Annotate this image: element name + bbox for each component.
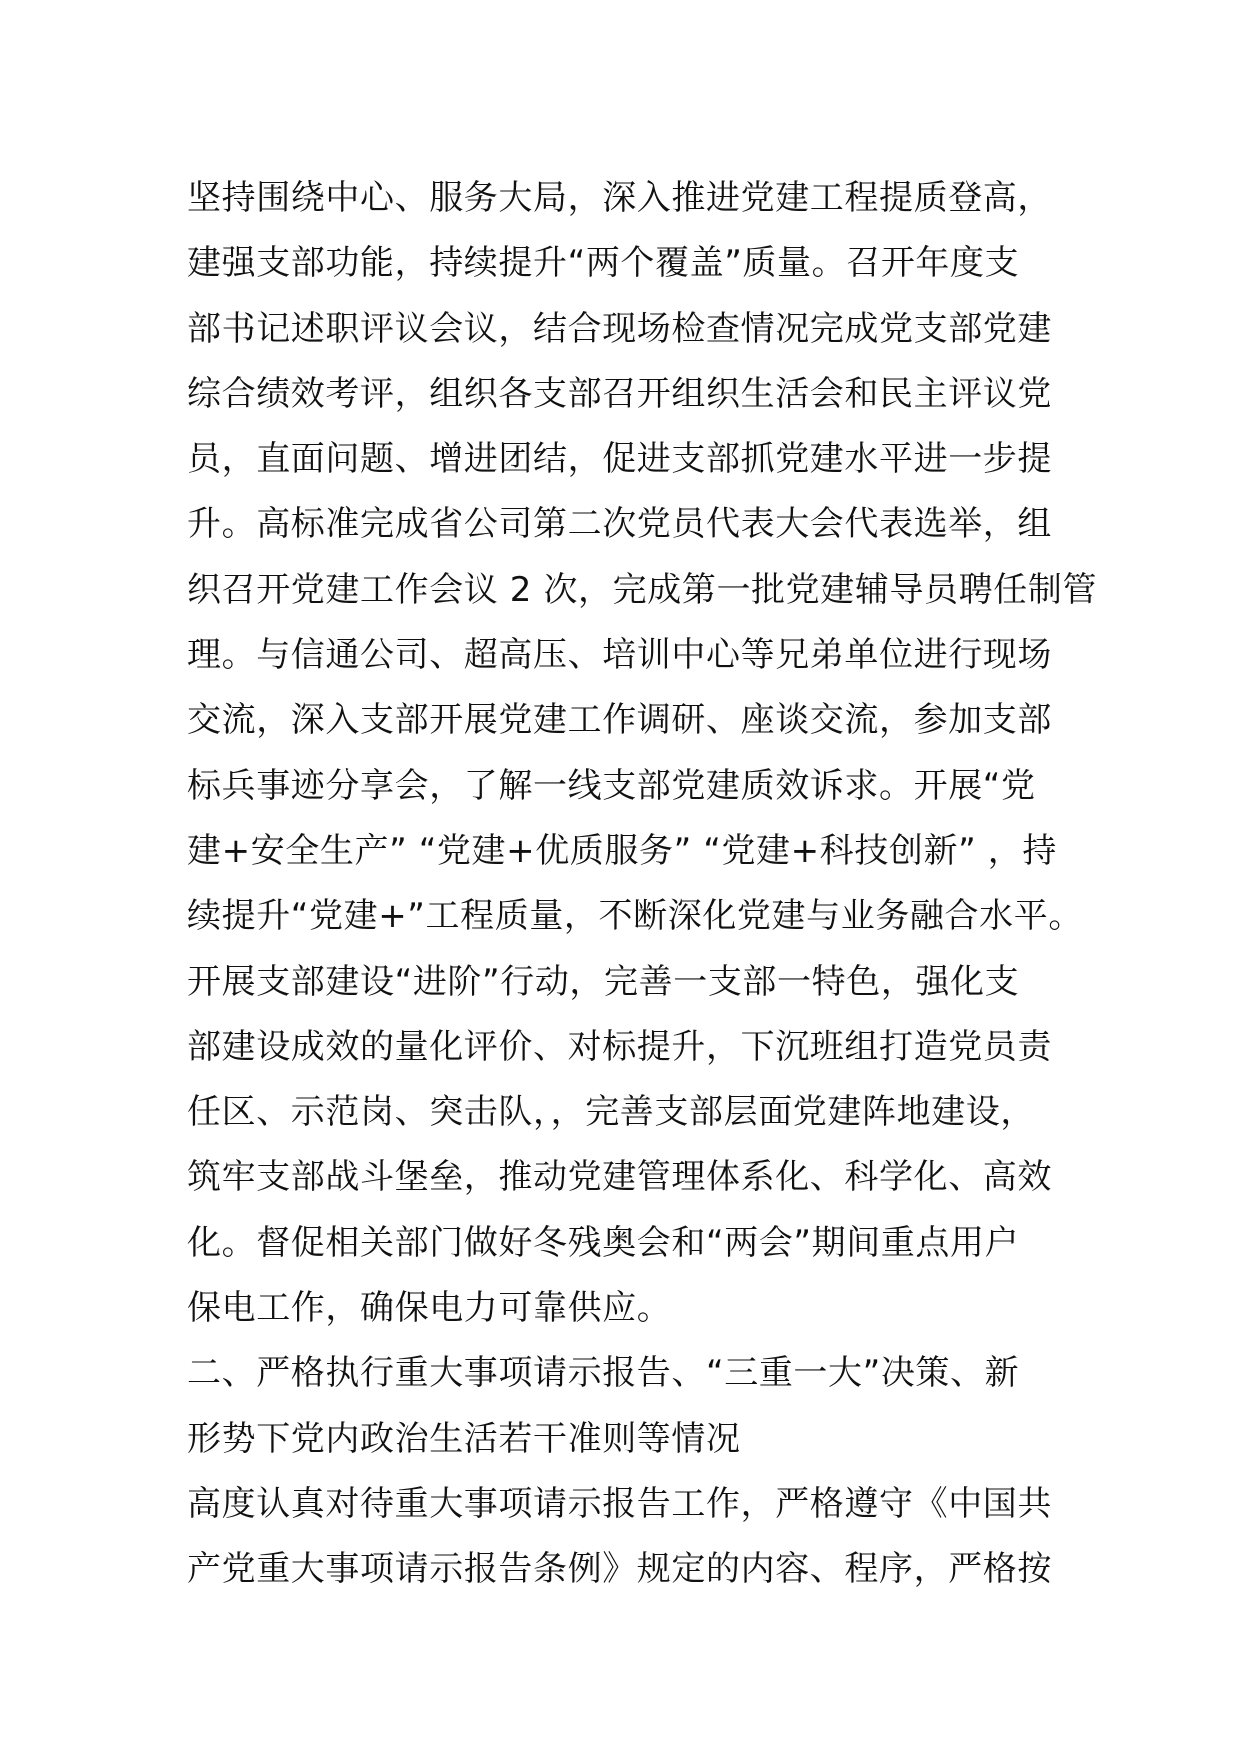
text-line: 升。高标准完成省公司第二次党员代表大会代表选举，组 [187, 504, 1052, 545]
text-line: 续提升“党建+”工程质量，不断深化党建与业务融合水平。 [187, 896, 1083, 937]
text-line: 部书记述职评议会议，结合现场检查情况完成党支部党建 [187, 308, 1052, 349]
text-line: 任区、示范岗、突击队，，完善支部层面党建阵地建设， [187, 1092, 1035, 1133]
section-heading-line: 形势下党内政治生活若干准则等情况 [187, 1418, 741, 1459]
text-line: 建强支部功能，持续提升“两个覆盖”质量。召开年度支 [187, 243, 1020, 284]
text-line: 产党重大事项请示报告条例》规定的内容、程序，严格按 [187, 1549, 1052, 1590]
text-line: 开展支部建设“进阶”行动，完善一支部一特色，强化支 [187, 961, 1020, 1002]
body-text [187, 166, 1098, 1603]
text-line: 员，直面问题、增进团结，促进支部抓党建水平进一步提 [187, 439, 1052, 480]
text-line: 标兵事迹分享会，了解一线支部党建质效诉求。开展“党 [187, 765, 1036, 806]
text-line: 建+安全生产” “党建+优质服务” “党建+科技创新” ，持 [187, 830, 1057, 871]
section-heading-line: 二、严格执行重大事项请示报告、“三重一大”决策、新 [187, 1353, 1020, 1394]
text-line: 综合绩效考评，组织各支部召开组织生活会和民主评议党 [187, 373, 1052, 414]
text-line: 交流，深入支部开展党建工作调研、座谈交流，参加支部 [187, 700, 1052, 741]
text-line: 保电工作，确保电力可靠供应。 [187, 1288, 672, 1329]
text-line: 高度认真对待重大事项请示报告工作，严格遵守《中国共 [187, 1483, 1052, 1524]
text-line: 化。督促相关部门做好冬残奥会和“两会”期间重点用户 [187, 1222, 1020, 1263]
text-line: 部建设成效的量化评价、对标提升，下沉班组打造党员责 [187, 1026, 1052, 1067]
text-line: 坚持围绕中心、服务大局，深入推进党建工程提质登高， [187, 178, 1052, 218]
text-line: 织召开党建工作会议 2 次，完成第一批党建辅导员聘任制管 [187, 569, 1098, 610]
text-line: 理。与信通公司、超高压、培训中心等兄弟单位进行现场 [187, 635, 1052, 676]
text-line: 筑牢支部战斗堡垒，推动党建管理体系化、科学化、高效 [187, 1157, 1052, 1198]
